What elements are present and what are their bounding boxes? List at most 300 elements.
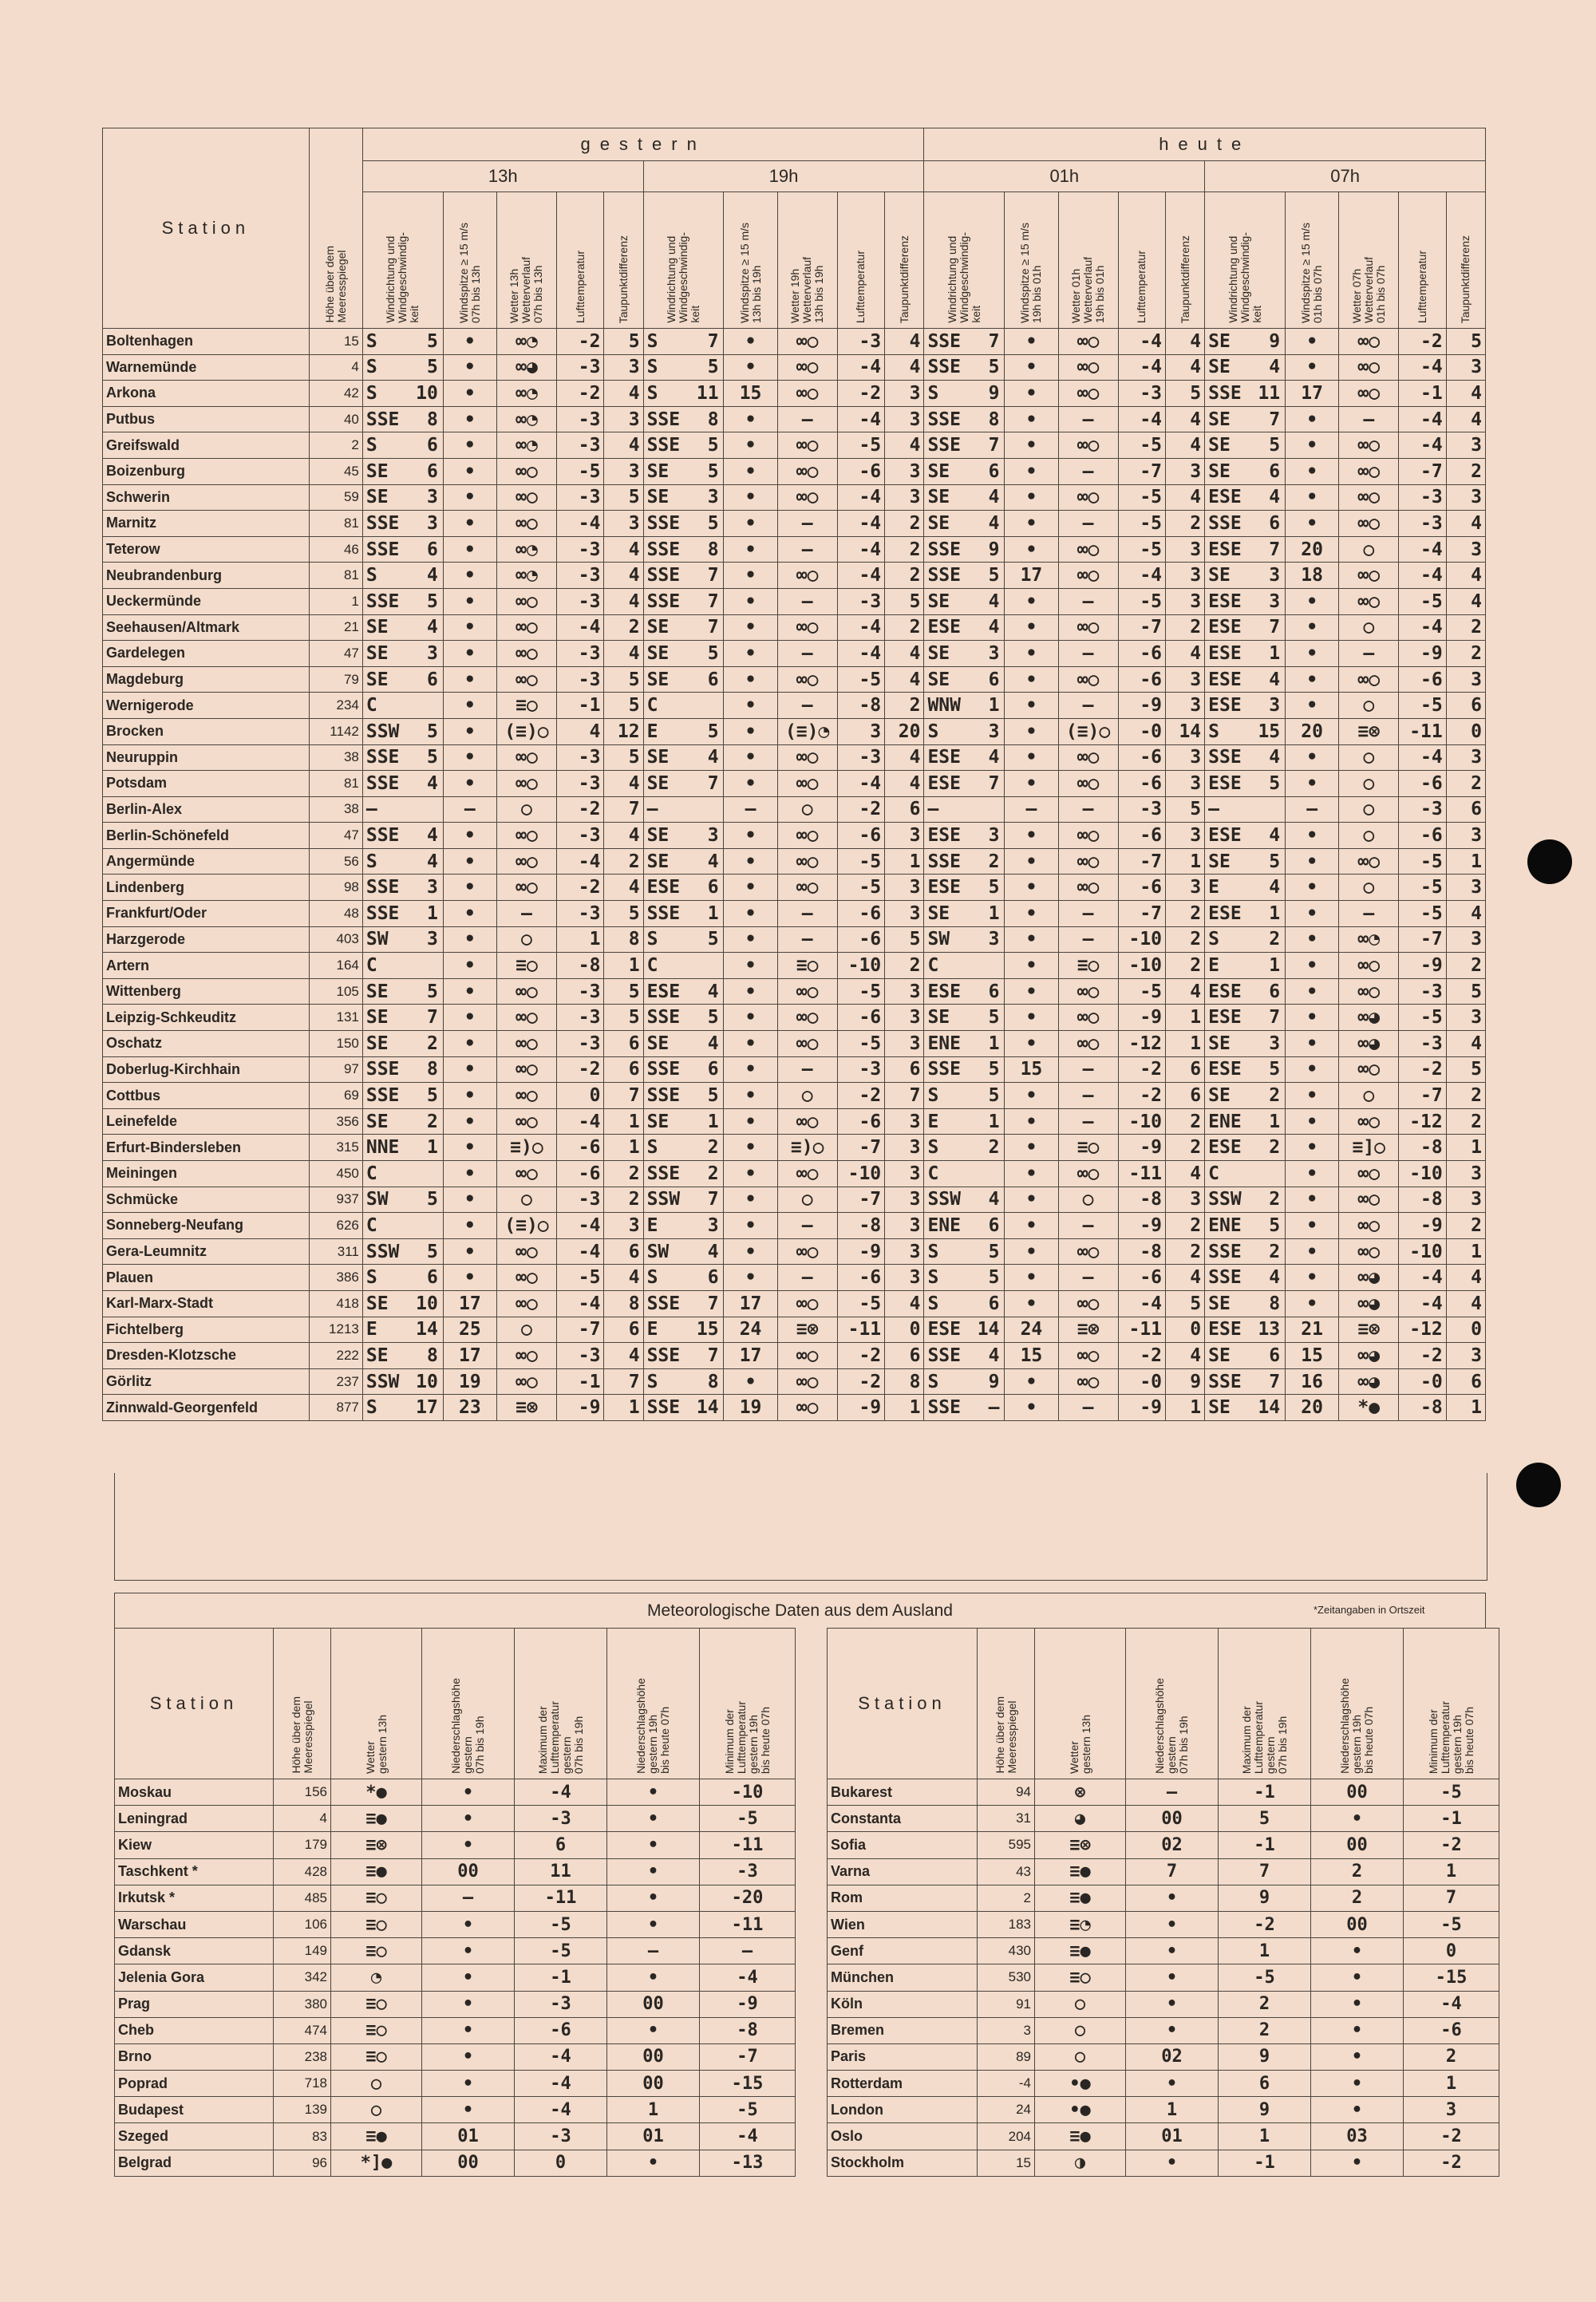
dewpoint-difference: 2 bbox=[1166, 1108, 1205, 1135]
wind-speed: 7 bbox=[1269, 539, 1281, 560]
table-row bbox=[115, 1858, 796, 1885]
dewpoint-difference: 3 bbox=[885, 1031, 924, 1057]
station-altitude: 42 bbox=[309, 381, 362, 407]
air-temperature: -7 bbox=[1118, 458, 1165, 484]
table-row bbox=[115, 1832, 796, 1858]
foreign-altitude: 89 bbox=[978, 2043, 1035, 2070]
air-temperature: -9 bbox=[1399, 953, 1446, 979]
air-temperature: -9 bbox=[556, 1395, 603, 1421]
wind-cell bbox=[924, 1368, 1005, 1395]
wind-speed: 3 bbox=[988, 825, 1000, 847]
wind-cell bbox=[643, 771, 724, 797]
wind-cell bbox=[924, 536, 1005, 563]
dewpoint-difference: 4 bbox=[1446, 901, 1485, 927]
wind-cell bbox=[362, 1265, 443, 1291]
wind-cell bbox=[924, 926, 1005, 953]
min-temperature: -5 bbox=[700, 1806, 796, 1832]
table-row bbox=[103, 614, 1486, 641]
wind-gust: • bbox=[1286, 848, 1339, 875]
foreign-station-name: Bukarest bbox=[828, 1779, 978, 1806]
foreign-altitude: 238 bbox=[274, 2043, 331, 2070]
dewpoint-difference: 4 bbox=[604, 771, 643, 797]
station-altitude: 46 bbox=[309, 536, 362, 563]
wind-speed: 5 bbox=[427, 1189, 438, 1210]
wind-gust: • bbox=[1286, 1056, 1339, 1083]
wind-direction: E bbox=[646, 1214, 658, 1236]
wind-cell bbox=[924, 406, 1005, 432]
wind-cell bbox=[643, 848, 724, 875]
foreign-weather: ◑ bbox=[1035, 2150, 1126, 2176]
station-name: Brocken bbox=[103, 718, 310, 744]
air-temperature: -2 bbox=[556, 875, 603, 901]
precip-day: 1 bbox=[1126, 2097, 1219, 2123]
weather-symbol: ∞○ bbox=[1339, 1161, 1399, 1187]
weather-symbol: ○ bbox=[1058, 1187, 1118, 1213]
foreign-station-name: Sofia bbox=[828, 1832, 978, 1858]
weather-symbol: ∞○ bbox=[1058, 329, 1118, 355]
air-temperature: -6 bbox=[556, 1135, 603, 1161]
wind-speed: 5 bbox=[427, 357, 438, 378]
weather-symbol: – bbox=[777, 1265, 837, 1291]
wind-direction: S bbox=[365, 1267, 377, 1289]
foreign-station-name: Bremen bbox=[828, 2017, 978, 2043]
dewpoint-difference: 3 bbox=[885, 823, 924, 849]
wind-gust: • bbox=[724, 458, 777, 484]
wind-cell bbox=[362, 1395, 443, 1421]
wind-direction: NNE bbox=[365, 1137, 400, 1159]
table-row bbox=[103, 432, 1486, 459]
wind-speed: 5 bbox=[427, 981, 438, 1002]
foreign-station-name: Prag bbox=[115, 1991, 274, 2017]
station-name: Doberlug-Kirchhain bbox=[103, 1056, 310, 1083]
weather-symbol: – bbox=[1058, 1056, 1118, 1083]
table-row bbox=[103, 1395, 1486, 1421]
max-temperature: -4 bbox=[515, 2043, 607, 2070]
wind-gust: • bbox=[443, 926, 496, 953]
wind-speed: 2 bbox=[427, 1033, 438, 1054]
wind-speed: 3 bbox=[1269, 695, 1281, 717]
foreign-weather: ≡○ bbox=[1035, 1964, 1126, 1991]
wind-gust: • bbox=[1005, 693, 1058, 719]
dewpoint-difference: 3 bbox=[1166, 771, 1205, 797]
air-temperature: -3 bbox=[1399, 796, 1446, 823]
foreign-station-name: Warschau bbox=[115, 1911, 274, 1937]
precip-day: • bbox=[422, 1991, 515, 2017]
air-temperature: 3 bbox=[837, 718, 884, 744]
air-temperature: -7 bbox=[1118, 614, 1165, 641]
wind-gust: – bbox=[1286, 796, 1339, 823]
air-temperature: -4 bbox=[837, 771, 884, 797]
wind-speed: – bbox=[988, 1397, 1000, 1419]
wind-gust: • bbox=[1005, 848, 1058, 875]
station-name: Marnitz bbox=[103, 511, 310, 537]
precip-day: • bbox=[422, 2043, 515, 2070]
wind-speed: 7 bbox=[988, 330, 1000, 352]
col-header-g19-0: Windrichtung und Windgeschwindig- keit bbox=[643, 192, 724, 329]
air-temperature: -2 bbox=[1118, 1343, 1165, 1369]
foreign-station-name: Kiew bbox=[115, 1832, 274, 1858]
table-row bbox=[103, 1187, 1486, 1213]
wind-gust: • bbox=[1005, 1108, 1058, 1135]
wind-direction: S bbox=[365, 565, 377, 586]
dewpoint-difference: 3 bbox=[885, 875, 924, 901]
weather-symbol: ○ bbox=[1339, 771, 1399, 797]
wind-cell bbox=[924, 588, 1005, 614]
wind-cell bbox=[1205, 953, 1286, 979]
dewpoint-difference: 1 bbox=[1166, 1395, 1205, 1421]
precip-night: 03 bbox=[1311, 2123, 1404, 2150]
wind-cell bbox=[1205, 744, 1286, 771]
station-name: Oschatz bbox=[103, 1031, 310, 1057]
air-temperature: 0 bbox=[556, 1083, 603, 1109]
wind-gust: • bbox=[443, 1108, 496, 1135]
dewpoint-difference: 3 bbox=[885, 1265, 924, 1291]
wind-direction: SW bbox=[646, 1241, 670, 1262]
air-temperature: -4 bbox=[837, 511, 884, 537]
wind-speed: 1 bbox=[707, 902, 719, 924]
weather-symbol: ≡⊗ bbox=[1339, 718, 1399, 744]
weather-symbol: ∞◔ bbox=[496, 536, 556, 563]
wind-direction: SE bbox=[927, 1007, 950, 1029]
wind-direction: – bbox=[927, 799, 939, 820]
weather-symbol: ∞○ bbox=[777, 666, 837, 693]
wind-gust: • bbox=[1005, 1290, 1058, 1317]
table-row bbox=[115, 1806, 796, 1832]
wind-cell bbox=[362, 458, 443, 484]
wind-direction: SSE bbox=[646, 409, 681, 430]
wind-speed: 4 bbox=[988, 1344, 1000, 1366]
station-altitude: 150 bbox=[309, 1031, 362, 1057]
min-temperature: -6 bbox=[1404, 2017, 1499, 2043]
wind-gust: 25 bbox=[443, 1317, 496, 1343]
foreign-altitude: 718 bbox=[274, 2071, 331, 2097]
dewpoint-difference: 5 bbox=[885, 588, 924, 614]
station-name: Putbus bbox=[103, 406, 310, 432]
col-header-h07-0: Windrichtung und Windgeschwindig- keit bbox=[1205, 192, 1286, 329]
air-temperature: -8 bbox=[837, 693, 884, 719]
foreign-altitude: 183 bbox=[978, 1911, 1035, 1937]
wind-speed: 7 bbox=[707, 1293, 719, 1314]
air-temperature: -3 bbox=[837, 744, 884, 771]
weather-symbol: ∞○ bbox=[1339, 666, 1399, 693]
dewpoint-difference: 5 bbox=[1166, 1290, 1205, 1317]
station-altitude: 69 bbox=[309, 1083, 362, 1109]
wind-cell bbox=[643, 1290, 724, 1317]
wind-gust: • bbox=[443, 432, 496, 459]
wind-cell bbox=[362, 588, 443, 614]
wind-cell bbox=[362, 1317, 443, 1343]
air-temperature: -3 bbox=[837, 588, 884, 614]
air-temperature: -3 bbox=[837, 329, 884, 355]
wind-speed: 9 bbox=[1269, 330, 1281, 352]
wind-gust: • bbox=[1286, 614, 1339, 641]
max-temperature: -1 bbox=[1219, 1779, 1311, 1806]
dewpoint-difference: 5 bbox=[604, 484, 643, 511]
wind-gust: • bbox=[443, 1005, 496, 1031]
wind-cell bbox=[643, 1031, 724, 1057]
wind-speed: 6 bbox=[1269, 460, 1281, 482]
wind-gust: • bbox=[443, 614, 496, 641]
wind-speed: 5 bbox=[1269, 772, 1281, 794]
wind-cell bbox=[362, 1108, 443, 1135]
station-header: Station bbox=[103, 128, 310, 329]
wind-direction: E bbox=[927, 1111, 939, 1132]
foreign-weather: ○ bbox=[1035, 1991, 1126, 2017]
wind-gust: • bbox=[724, 953, 777, 979]
foreign-station-name: Varna bbox=[828, 1858, 978, 1885]
wind-gust: – bbox=[1005, 796, 1058, 823]
wind-speed: 8 bbox=[1269, 1293, 1281, 1314]
wind-speed: 2 bbox=[427, 1111, 438, 1132]
wind-cell bbox=[1205, 926, 1286, 953]
max-temperature: -5 bbox=[515, 1911, 607, 1937]
weather-symbol: (≡)○ bbox=[1058, 718, 1118, 744]
foreign-col-header-2: Wetter gestern 13h bbox=[331, 1629, 422, 1779]
table-row bbox=[103, 1031, 1486, 1057]
wind-direction: SE bbox=[1208, 851, 1231, 872]
wind-cell bbox=[362, 511, 443, 537]
air-temperature: -5 bbox=[1118, 432, 1165, 459]
wind-speed: 2 bbox=[1269, 1137, 1281, 1159]
foreign-weather: ○ bbox=[1035, 2043, 1126, 2070]
col-header-h01-2: Wetter 01h Wetterverlauf 19h bis 01h bbox=[1058, 192, 1118, 329]
wind-gust: • bbox=[724, 1083, 777, 1109]
station-name: Seehausen/Altmark bbox=[103, 614, 310, 641]
air-temperature: -10 bbox=[1399, 1161, 1446, 1187]
max-temperature: 9 bbox=[1219, 1885, 1311, 1911]
wind-speed: 14 bbox=[416, 1319, 438, 1341]
weather-symbol: – bbox=[1339, 901, 1399, 927]
wind-speed: 3 bbox=[427, 512, 438, 534]
foreign-altitude: 595 bbox=[978, 1832, 1035, 1858]
wind-cell bbox=[643, 406, 724, 432]
station-altitude: 450 bbox=[309, 1161, 362, 1187]
air-temperature: -11 bbox=[1118, 1317, 1165, 1343]
station-altitude: 1142 bbox=[309, 718, 362, 744]
weather-symbol: ∞○ bbox=[1339, 432, 1399, 459]
wind-direction: SSE bbox=[1208, 1241, 1242, 1262]
foreign-weather: ≡○ bbox=[331, 2043, 422, 2070]
air-temperature: -5 bbox=[837, 848, 884, 875]
wind-cell bbox=[1205, 1368, 1286, 1395]
wind-direction: SSE bbox=[646, 902, 681, 924]
weather-symbol: ≡)○ bbox=[777, 1135, 837, 1161]
dewpoint-difference: 3 bbox=[1446, 1161, 1485, 1187]
wind-gust: • bbox=[724, 641, 777, 667]
precip-day: • bbox=[422, 1779, 515, 1806]
foreign-weather: ≡○ bbox=[331, 1911, 422, 1937]
weather-symbol: ≡]○ bbox=[1339, 1135, 1399, 1161]
foreign-col-header-4: Maximum der Lufttemperatur gestern 07h bis 19h bbox=[515, 1629, 607, 1779]
col-header-h07-3: Lufttemperatur bbox=[1399, 192, 1446, 329]
wind-gust: • bbox=[724, 901, 777, 927]
wind-speed: 6 bbox=[427, 539, 438, 560]
wind-speed: 7 bbox=[707, 772, 719, 794]
wind-cell bbox=[362, 1056, 443, 1083]
weather-symbol: ∞○ bbox=[1058, 381, 1118, 407]
station-altitude: 15 bbox=[309, 329, 362, 355]
station-name: Leinefelde bbox=[103, 1108, 310, 1135]
air-temperature: -9 bbox=[837, 1395, 884, 1421]
min-temperature: -4 bbox=[700, 2123, 796, 2150]
wind-gust: • bbox=[443, 718, 496, 744]
table-row bbox=[103, 926, 1486, 953]
col-header-g19-1: Windspitze ≥ 15 m/s 13h bis 19h bbox=[724, 192, 777, 329]
dewpoint-difference: 9 bbox=[1166, 1368, 1205, 1395]
station-altitude: 237 bbox=[309, 1368, 362, 1395]
weather-symbol: ≡⊗ bbox=[496, 1395, 556, 1421]
precip-day: – bbox=[1126, 1779, 1219, 1806]
wind-cell bbox=[924, 614, 1005, 641]
wind-direction: ESE bbox=[1208, 539, 1242, 560]
foreign-station-name: München bbox=[828, 1964, 978, 1991]
wind-gust: • bbox=[443, 978, 496, 1005]
dewpoint-difference: 3 bbox=[1446, 1005, 1485, 1031]
weather-symbol: ∞○ bbox=[1058, 771, 1118, 797]
foreign-altitude: -4 bbox=[978, 2071, 1035, 2097]
wind-gust: • bbox=[1005, 536, 1058, 563]
dewpoint-difference: 3 bbox=[885, 1005, 924, 1031]
dewpoint-difference: 3 bbox=[885, 406, 924, 432]
precip-night: 2 bbox=[1311, 1885, 1404, 1911]
dewpoint-difference: 6 bbox=[885, 1343, 924, 1369]
wind-direction: E bbox=[646, 1319, 658, 1341]
wind-cell bbox=[643, 796, 724, 823]
precip-day: • bbox=[1126, 2071, 1219, 2097]
air-temperature: -1 bbox=[1399, 381, 1446, 407]
air-temperature: -5 bbox=[1118, 536, 1165, 563]
wind-cell bbox=[362, 432, 443, 459]
air-temperature: -6 bbox=[1118, 823, 1165, 849]
wind-gust: • bbox=[1005, 354, 1058, 381]
wind-cell bbox=[924, 1395, 1005, 1421]
wind-direction: ESE bbox=[1208, 695, 1242, 717]
air-temperature: -5 bbox=[1399, 875, 1446, 901]
weather-symbol: ∞○ bbox=[777, 771, 837, 797]
dewpoint-difference: 4 bbox=[1166, 1343, 1205, 1369]
foreign-weather: ◔ bbox=[331, 1964, 422, 1991]
wind-speed: 4 bbox=[707, 1033, 719, 1054]
foreign-altitude: 428 bbox=[274, 1858, 331, 1885]
weather-symbol: ≡○ bbox=[777, 953, 837, 979]
precip-night: 00 bbox=[607, 2043, 700, 2070]
air-temperature: -0 bbox=[1118, 1368, 1165, 1395]
weather-symbol: ∞○ bbox=[1058, 978, 1118, 1005]
table-row bbox=[115, 1991, 796, 2017]
precip-day: • bbox=[1126, 2017, 1219, 2043]
wind-gust: • bbox=[443, 354, 496, 381]
weather-symbol: ∞○ bbox=[496, 1238, 556, 1265]
table-row bbox=[103, 588, 1486, 614]
weather-symbol: ∞○ bbox=[1339, 978, 1399, 1005]
station-name: Arkona bbox=[103, 381, 310, 407]
air-temperature: -3 bbox=[556, 1005, 603, 1031]
air-temperature: -2 bbox=[837, 1083, 884, 1109]
air-temperature: -4 bbox=[1118, 354, 1165, 381]
wind-gust: • bbox=[1005, 926, 1058, 953]
min-temperature: -5 bbox=[1404, 1779, 1499, 1806]
precip-night: • bbox=[1311, 2043, 1404, 2070]
wind-direction: ESE bbox=[1208, 825, 1242, 847]
air-temperature: -4 bbox=[837, 563, 884, 589]
wind-cell bbox=[643, 329, 724, 355]
weather-symbol: ∞○ bbox=[1058, 1005, 1118, 1031]
wind-gust: • bbox=[1286, 1031, 1339, 1057]
precip-night: • bbox=[1311, 2097, 1404, 2123]
weather-symbol: ∞◕ bbox=[1339, 1368, 1399, 1395]
dewpoint-difference: 3 bbox=[885, 978, 924, 1005]
wind-cell bbox=[362, 901, 443, 927]
foreign-col-header-6: Minimum der Lufttemperatur gestern 19h bis heute 07h bbox=[700, 1629, 796, 1779]
wind-speed: 17 bbox=[416, 1397, 438, 1419]
wind-direction: SE bbox=[365, 1033, 389, 1054]
wind-direction: SSE bbox=[927, 539, 961, 560]
weather-symbol: ∞◕ bbox=[496, 354, 556, 381]
wind-cell bbox=[1205, 1187, 1286, 1213]
wind-gust: • bbox=[1286, 484, 1339, 511]
precip-night: • bbox=[1311, 1991, 1404, 2017]
air-temperature: -6 bbox=[556, 1161, 603, 1187]
wind-cell bbox=[924, 1187, 1005, 1213]
col-header-g13-0: Windrichtung und Windgeschwindig- keit bbox=[362, 192, 443, 329]
wind-cell bbox=[924, 666, 1005, 693]
dewpoint-difference: 3 bbox=[885, 901, 924, 927]
wind-cell bbox=[924, 796, 1005, 823]
station-altitude: 234 bbox=[309, 693, 362, 719]
max-temperature: 1 bbox=[1219, 2123, 1311, 2150]
precip-day: 00 bbox=[1126, 1806, 1219, 1832]
wind-speed: 1 bbox=[427, 902, 438, 924]
weather-symbol: ∞○ bbox=[496, 614, 556, 641]
weather-symbol: ○ bbox=[1339, 614, 1399, 641]
wind-cell bbox=[1205, 1213, 1286, 1239]
foreign-altitude: 204 bbox=[978, 2123, 1035, 2150]
wind-gust: • bbox=[443, 771, 496, 797]
weather-symbol: – bbox=[1058, 796, 1118, 823]
dewpoint-difference: 1 bbox=[1446, 1135, 1485, 1161]
wind-cell bbox=[1205, 1135, 1286, 1161]
wind-cell bbox=[1205, 823, 1286, 849]
air-temperature: -6 bbox=[837, 823, 884, 849]
dewpoint-difference: 4 bbox=[885, 666, 924, 693]
wind-gust: 15 bbox=[1286, 1343, 1339, 1369]
wind-gust: • bbox=[1286, 823, 1339, 849]
dewpoint-difference: 4 bbox=[885, 744, 924, 771]
dewpoint-difference: 0 bbox=[1166, 1317, 1205, 1343]
weather-symbol: – bbox=[777, 588, 837, 614]
dewpoint-difference: 1 bbox=[604, 1395, 643, 1421]
max-temperature: -4 bbox=[515, 2097, 607, 2123]
wind-direction: SE bbox=[1208, 1293, 1231, 1314]
foreign-station-name: Moskau bbox=[115, 1779, 274, 1806]
dewpoint-difference: 4 bbox=[604, 563, 643, 589]
wind-direction: SE bbox=[927, 642, 950, 664]
wind-cell bbox=[643, 614, 724, 641]
wind-cell bbox=[643, 718, 724, 744]
wind-cell bbox=[362, 666, 443, 693]
col-header-g13-4: Taupunktdifferenz bbox=[604, 192, 643, 329]
precip-night: – bbox=[607, 1938, 700, 1964]
wind-direction: SE bbox=[646, 642, 670, 664]
wind-direction: SSE bbox=[927, 435, 961, 456]
wind-speed: 4 bbox=[988, 590, 1000, 612]
foreign-weather: ≡● bbox=[331, 1806, 422, 1832]
wind-cell bbox=[643, 1343, 724, 1369]
wind-gust: • bbox=[1286, 771, 1339, 797]
dewpoint-difference: 3 bbox=[885, 484, 924, 511]
table-row bbox=[103, 1108, 1486, 1135]
foreign-altitude: 83 bbox=[274, 2123, 331, 2150]
